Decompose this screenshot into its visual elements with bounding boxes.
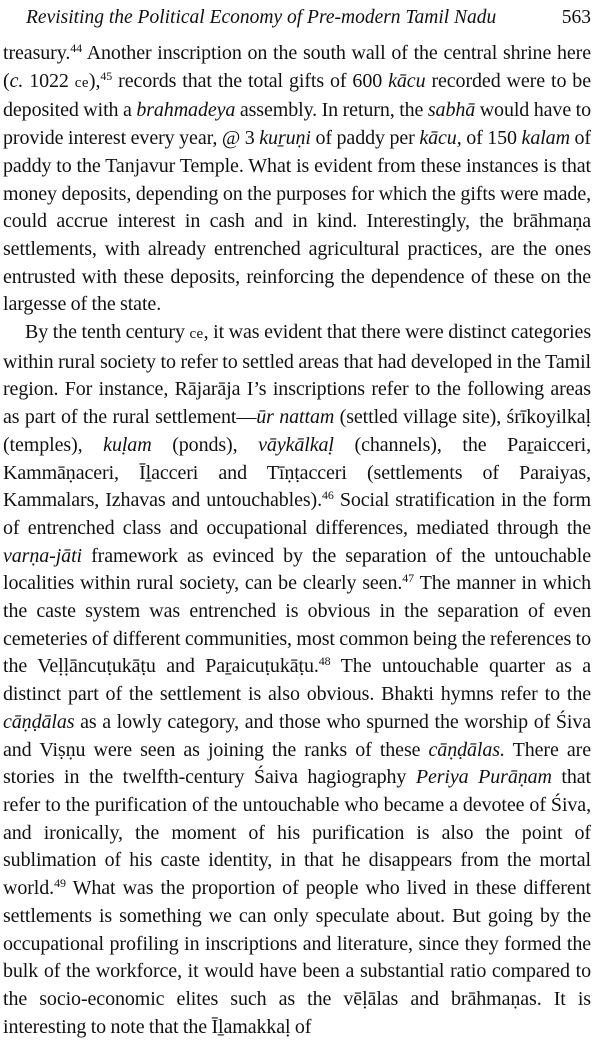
text-run: (ponds), xyxy=(151,433,259,456)
text-run: The manner in which the caste system was entrenched is obvious in the separation of even cemeteries of different communities, most common being the references to the Veḷḷāncuṭukāṭu and Paṟaicuṭukāṭu. xyxy=(3,572,591,678)
text-run: 1022 xyxy=(23,69,75,92)
footnote-ref: 44 xyxy=(70,41,83,55)
text-run: framework as evinced by the separation of the untouchable localities within rural society, can be clearly seen. xyxy=(3,544,591,595)
footnote-ref: 47 xyxy=(402,571,415,586)
text-run: Social stratification in the form of entrenched class and occupational differences, mediated through the xyxy=(3,489,591,539)
paragraph-1 xyxy=(3,40,591,319)
body-text xyxy=(3,40,591,1041)
text-run: of paddy per xyxy=(310,127,420,150)
small-caps-era: ce xyxy=(74,74,89,91)
small-caps-era: ce xyxy=(189,326,204,343)
text-run: (channels), the Paṟaicceri, Kammāṇaceri, Īḻacceri and Tīṇṭacceri (settlements of Paraiyas, Kammalars, Izhavas and untouchables). xyxy=(3,433,591,512)
paragraph-2 xyxy=(3,319,591,1041)
italic-term: kuṟuṇi xyxy=(259,127,311,150)
footnote-ref: 49 xyxy=(54,876,66,891)
running-header xyxy=(3,6,591,40)
page-number: 563 xyxy=(561,7,591,28)
text-run: records that the total gifts of 600 xyxy=(112,69,389,92)
text-run: that refer to the purification of the untouchable who became a devotee of Śiva, and ironically, the moment of his purification is also the point of sublimation of his caste identity, in that he disappears from the mortal world. xyxy=(3,766,591,900)
text-run: of paddy to the Tanjavur Temple. What is evident from these instances is that money deposits, depending on the purposes for which the gifts were made, could accrue interest in cash and in kind. Interestingly, the brāhmaṇa settlements, with already entrenched agricultural practices, are the ones entrusted with these deposits, reinforcing the dependence of these on the largesse of the state. xyxy=(3,127,591,316)
italic-term: brahmadeya xyxy=(136,99,236,122)
italic-term: kācu xyxy=(388,69,426,92)
text-run: treasury. xyxy=(3,42,71,64)
text-run: ), xyxy=(88,69,101,92)
text-run: Another inscription on the south wall of the central shrine here ( xyxy=(3,42,591,92)
running-title: Revisiting the Political Economy of Pre-modern Tamil Nadu xyxy=(26,7,497,28)
footnote-ref: 46 xyxy=(322,488,334,503)
text-run: assembly. In return, the xyxy=(235,99,428,122)
text-run: By the tenth century xyxy=(25,321,190,344)
italic-term: cāṇḍālas. xyxy=(428,738,505,761)
italic-term: c. xyxy=(9,69,24,92)
italic-term: vāykālkaḷ xyxy=(258,433,334,456)
text-run: (settled village site), śrīkoyilkaḷ (temples), xyxy=(3,406,591,456)
italic-term: sabhā xyxy=(427,99,476,122)
italic-term: kalam xyxy=(521,127,570,150)
text-run: What was the proportion of people who lived in these different settlements is something we can only speculate about. But going by the occupational profiling in inscriptions and literature, since they formed the bulk of the workforce, it would have been a substantial ratio compared to the socio-economic elites such as the vēḷālas and brāhmaṇas. It is interesting to note that the Īḻamakkaḷ of xyxy=(3,877,591,1038)
text-run: There are stories in the twelfth-century Śaiva hagiography xyxy=(3,738,591,789)
italic-term: Periya Purāṇam xyxy=(415,766,552,789)
italic-term: cāṇḍālas xyxy=(3,710,75,733)
text-run: , it was evident that there were distinct categories within rural society to refer to settled areas that had developed in the Tamil region. For instance, Rājarāja I’s inscriptions refer to the following areas as part of the rural settlement— xyxy=(3,321,591,429)
footnote-ref: 45 xyxy=(100,68,113,83)
text-run: would have to provide interest every year, @ 3 xyxy=(3,99,591,150)
text-run: recorded were to be deposited with a xyxy=(3,69,591,122)
text-run: The untouchable quarter as a distinct part of the settlement is also obvious. Bhakti hymns refer to the xyxy=(3,655,592,706)
italic-term: kuḷam xyxy=(103,433,152,456)
italic-term: ūr nattam xyxy=(256,406,335,429)
text-run: , of 150 xyxy=(456,127,522,150)
italic-term: varṇa-jāti xyxy=(3,544,82,567)
italic-term: kācu xyxy=(419,127,457,150)
footnote-ref: 48 xyxy=(318,654,331,669)
text-run: as a lowly category, and those who spurned the worship of Śiva and Viṣṇu were seen as joining the ranks of these xyxy=(3,710,591,761)
